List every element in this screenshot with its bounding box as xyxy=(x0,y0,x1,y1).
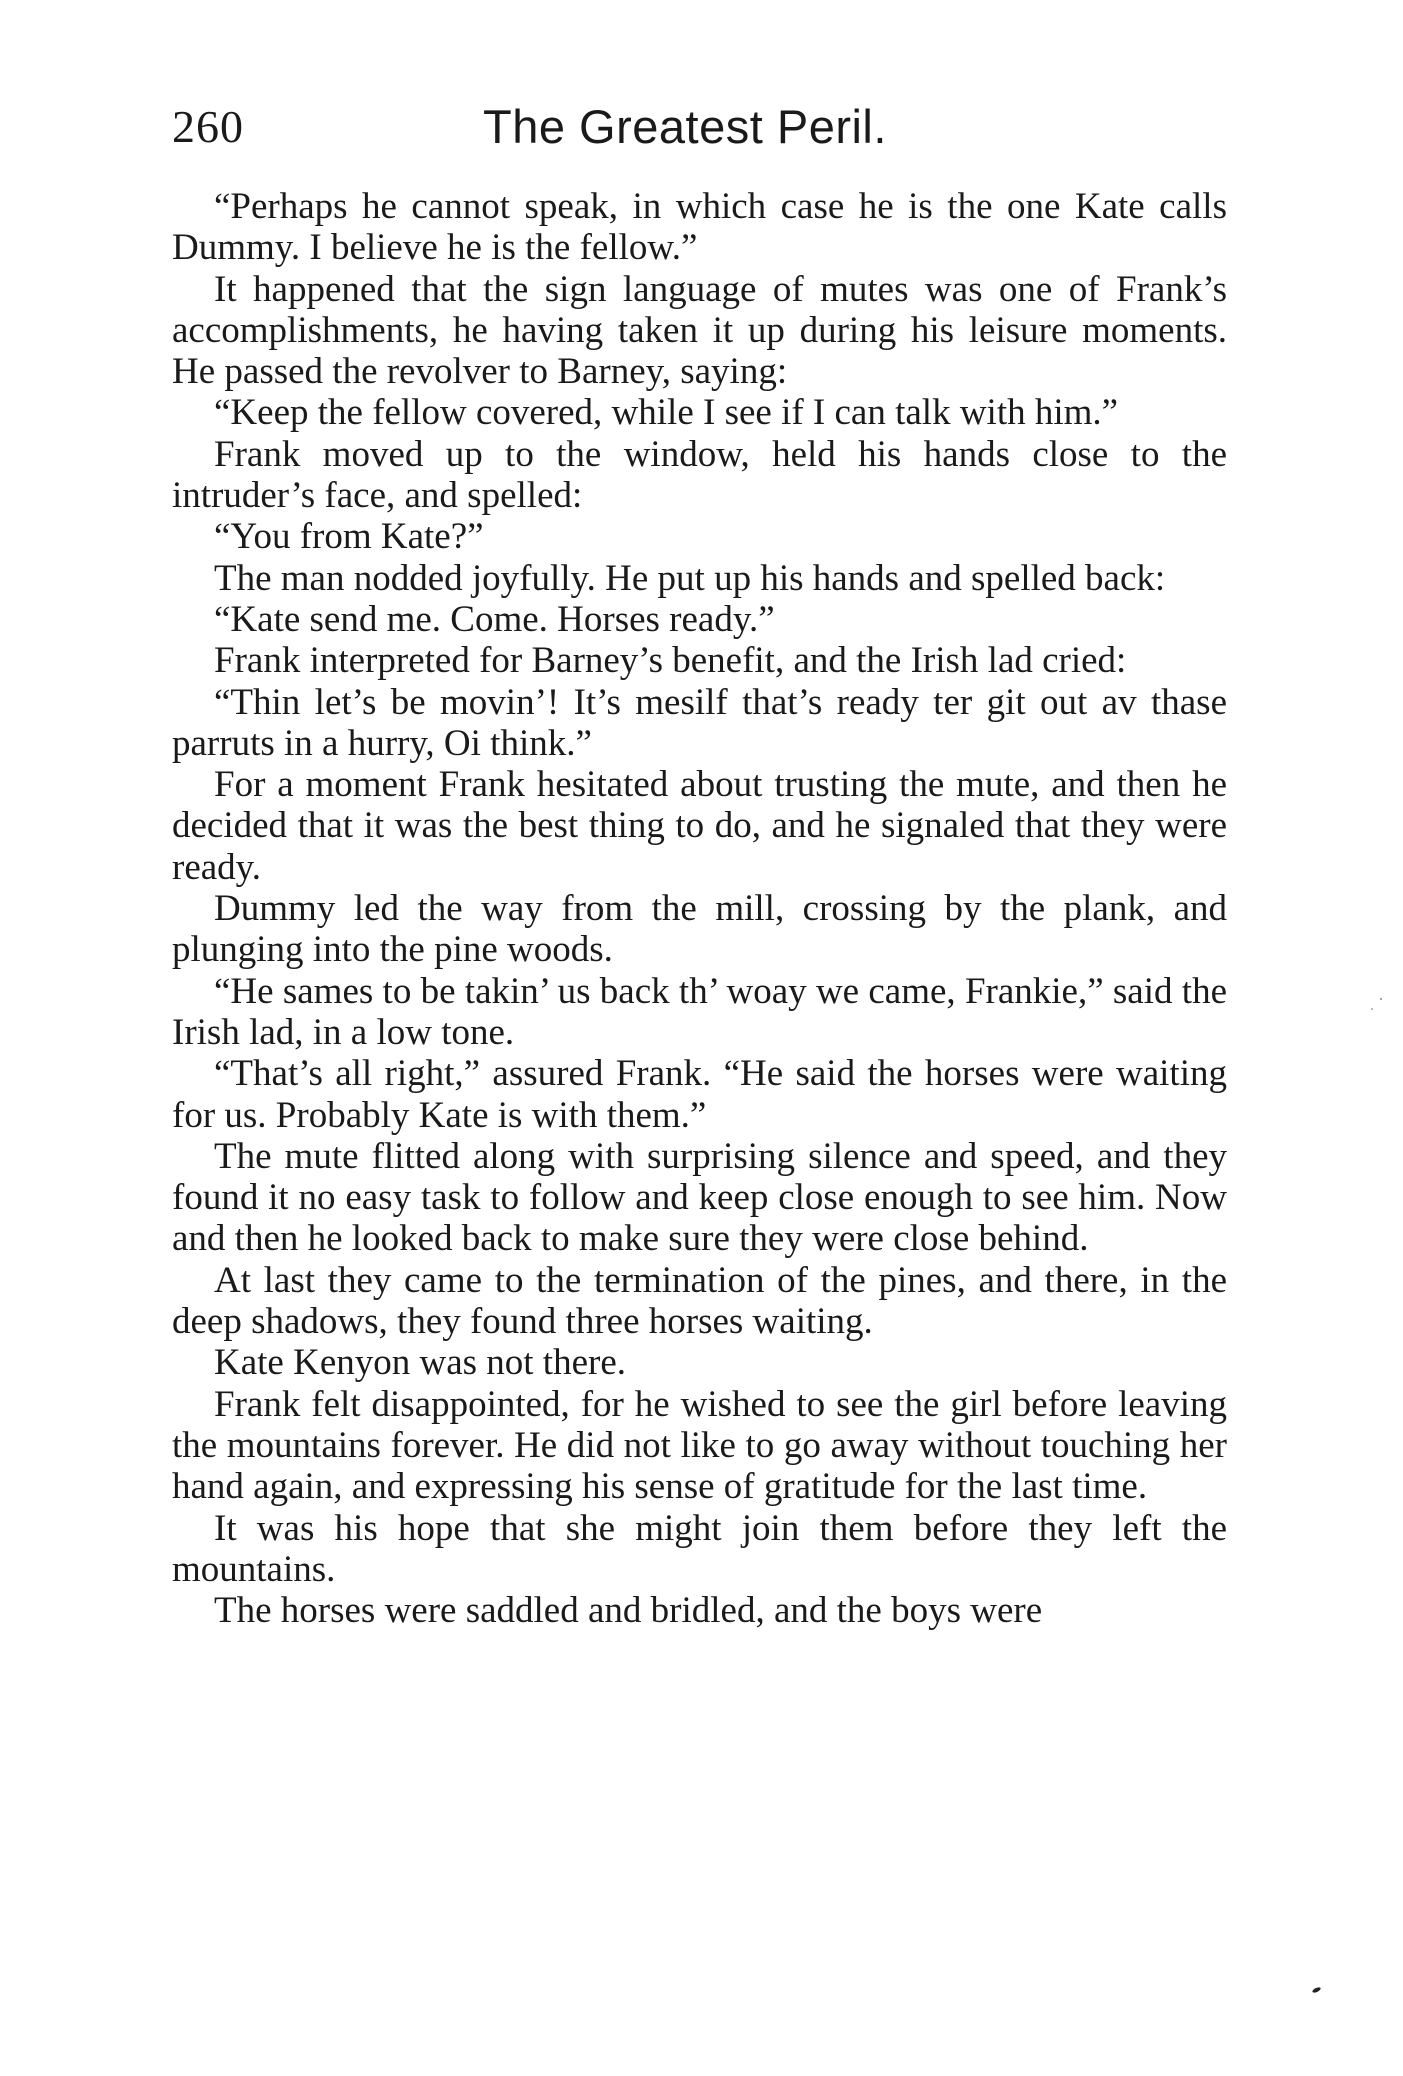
paragraph: “Kate send me. Come. Horses ready.” xyxy=(214,598,775,640)
paragraph: “Thin let’s be movin’! It’s mesilf that’s ready ter git out av thase parruts in a hurry, Oi think.” xyxy=(172,681,1227,764)
paragraph: “Keep the fellow covered, while I see if I can talk with him.” xyxy=(214,392,1119,434)
body-text xyxy=(172,186,1227,1631)
page-number: 260 xyxy=(172,101,244,152)
paragraph: The horses were saddled and bridled, and the boys were xyxy=(214,1590,1043,1632)
paragraph: The man nodded joyfully. He put up his hands and spelled back: xyxy=(214,557,1166,599)
paragraph: “Perhaps he cannot speak, in which case he is the one Kate calls Dummy. I believe he is the fellow.” xyxy=(172,186,1227,269)
paragraph: It happened that the sign language of mutes was one of Frank’s accomplishments, he having taken it up during his leisure moments. He passed the revolver to Barney, saying: xyxy=(172,268,1227,393)
paragraph: “You from Kate?” xyxy=(214,516,484,558)
paragraph: “He sames to be takin’ us back th’ woay we came, Frankie,” said the Irish lad, in a low tone. xyxy=(172,970,1227,1053)
paragraph: For a moment Frank hesitated about trusting the mute, and then he decided that it was the best thing to do, and he signaled that they were ready. xyxy=(172,764,1227,888)
paragraph: Frank moved up to the window, held his hands close to the intruder’s face, and spelled: xyxy=(172,433,1227,517)
page-header xyxy=(172,92,1227,162)
scan-speck xyxy=(1380,998,1382,1000)
paragraph: Dummy led the way from the mill, crossing by the plank, and plunging into the pine woods. xyxy=(172,888,1227,971)
scan-speck xyxy=(1312,1986,1322,1993)
paragraph: The mute flitted along with surprising silence and speed, and they found it no easy task to follow and keep close enough to see him. Now and then he looked back to make sure they were close behind. xyxy=(172,1135,1227,1260)
paragraph: Frank felt disappointed, for he wished to see the girl before leaving the mountains forever. He did not like to go away without touching her hand again, and expressing his sense of gratitude for the last time. xyxy=(172,1383,1227,1508)
paragraph: At last they came to the termination of the pines, and there, in the deep shadows, they found three horses waiting. xyxy=(172,1259,1227,1343)
paragraph: “That’s all right,” assured Frank. “He said the horses were waiting for us. Probably Kate is with them.” xyxy=(172,1053,1227,1136)
paragraph: Kate Kenyon was not there. xyxy=(214,1342,627,1384)
paragraph: Frank interpreted for Barney’s benefit, and the Irish lad cried: xyxy=(214,640,1127,682)
paragraph: It was his hope that she might join them before they left the mountains. xyxy=(172,1507,1227,1590)
running-title: The Greatest Peril. xyxy=(483,100,887,153)
scan-speck xyxy=(1371,1008,1373,1010)
